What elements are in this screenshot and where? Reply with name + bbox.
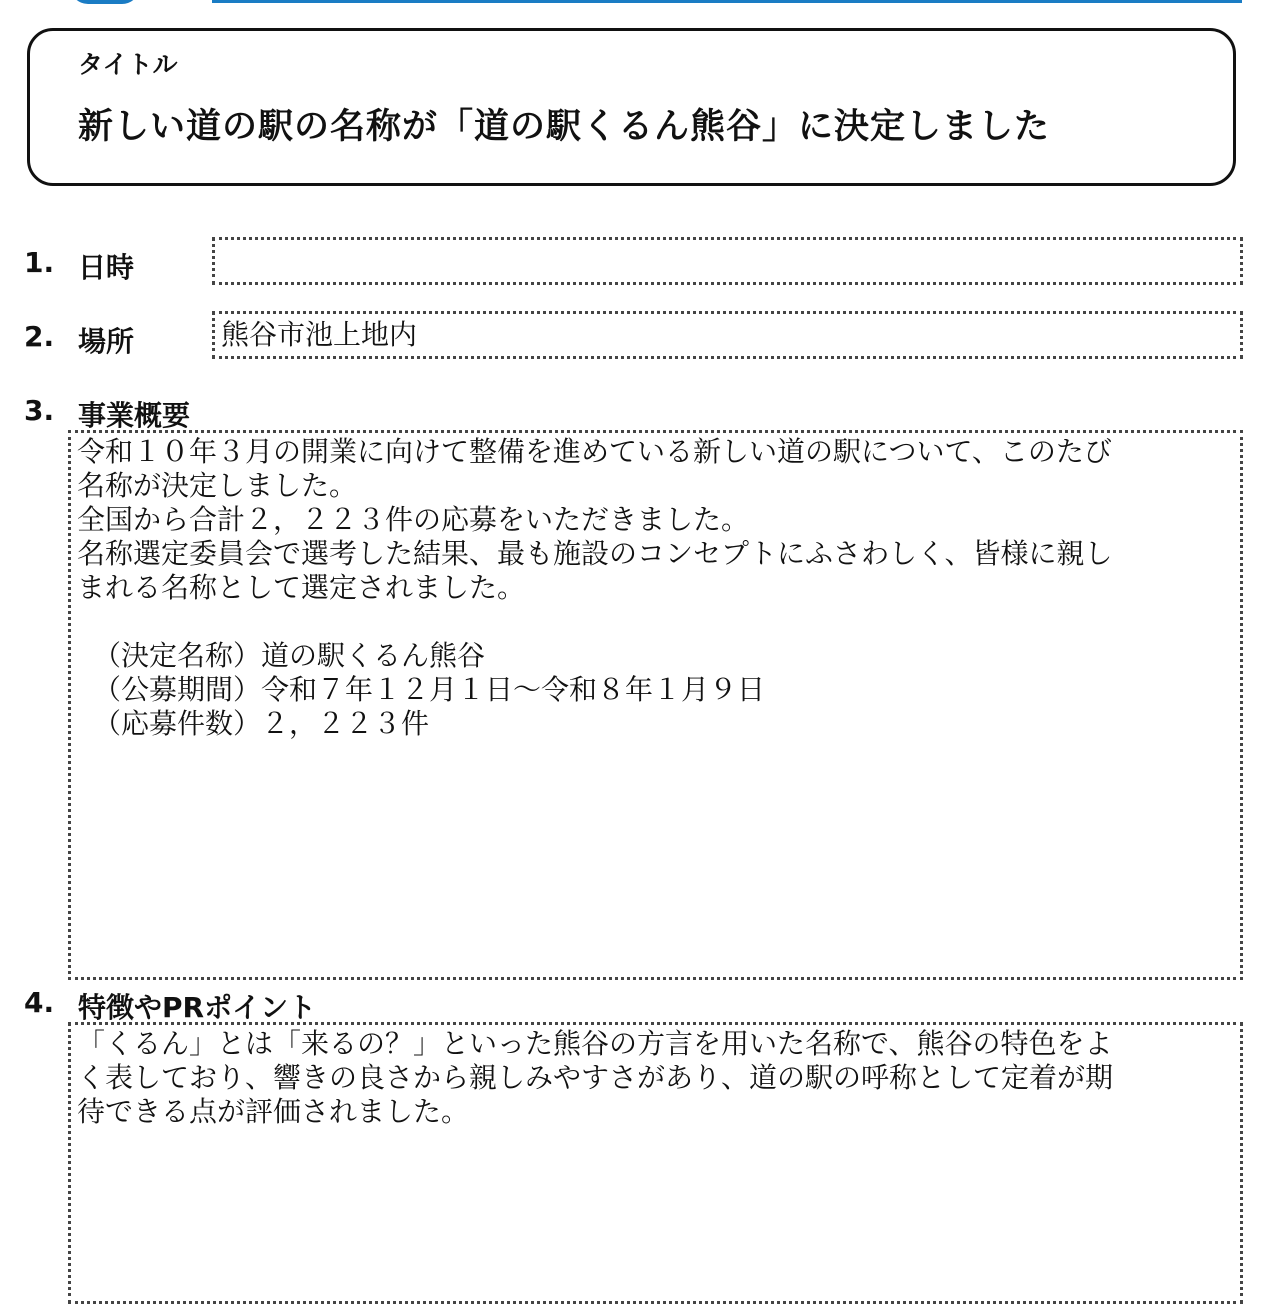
page-title: 新しい道の駅の名称が「道の駅くるん熊谷」に決定しました bbox=[78, 107, 1051, 147]
location-field[interactable] bbox=[212, 311, 1243, 359]
overview-line: 名称が決定しました。 bbox=[77, 469, 358, 502]
section-1-label: 日時 bbox=[78, 251, 135, 284]
location-value: 熊谷市池上地内 bbox=[221, 318, 418, 351]
overview-line: 全国から合計２，２２３件の応募をいただきました。 bbox=[77, 503, 750, 536]
entry-count-line: （応募件数）２，２２３件 bbox=[93, 707, 430, 740]
pr-line: く表しており、響きの良さから親しみやすさがあり、道の駅の呼称として定着が期 bbox=[77, 1061, 1114, 1094]
title-label: タイトル bbox=[78, 50, 178, 79]
overview-text bbox=[77, 435, 1112, 741]
decided-name-line: （決定名称）道の駅くるん熊谷 bbox=[93, 639, 486, 672]
section-4-number: 4. bbox=[24, 986, 55, 1019]
title-box bbox=[27, 28, 1236, 186]
pr-line: 待できる点が評価されました。 bbox=[77, 1095, 470, 1128]
overview-line: まれる名称として選定されました。 bbox=[77, 571, 526, 604]
logo-mark bbox=[70, 0, 140, 4]
section-2-number: 2. bbox=[24, 320, 55, 353]
pr-points-text bbox=[77, 1027, 1113, 1129]
overview-line: 名称選定委員会で選考した結果、最も施設のコンセプトにふさわしく、皆様に親し bbox=[77, 537, 1113, 570]
section-4-label: 特徴やPRポイント bbox=[78, 991, 317, 1024]
section-3-label: 事業概要 bbox=[78, 399, 191, 432]
section-3-number: 3. bbox=[24, 394, 55, 427]
pr-points-field[interactable] bbox=[68, 1022, 1243, 1304]
overview-field[interactable] bbox=[68, 430, 1243, 980]
section-1-number: 1. bbox=[24, 246, 55, 279]
section-2-label: 場所 bbox=[78, 325, 135, 358]
pr-line: 「くるん」とは「来るの？」といった熊谷の方言を用いた名称で、熊谷の特色をよ bbox=[77, 1027, 1113, 1060]
overview-line: 令和１０年３月の開業に向けて整備を進めている新しい道の駅について、このたび bbox=[77, 435, 1112, 468]
recruitment-period-line: （公募期間）令和７年１２月１日～令和８年１月９日 bbox=[93, 673, 766, 706]
datetime-field[interactable] bbox=[212, 237, 1243, 285]
header-rule bbox=[212, 0, 1242, 3]
